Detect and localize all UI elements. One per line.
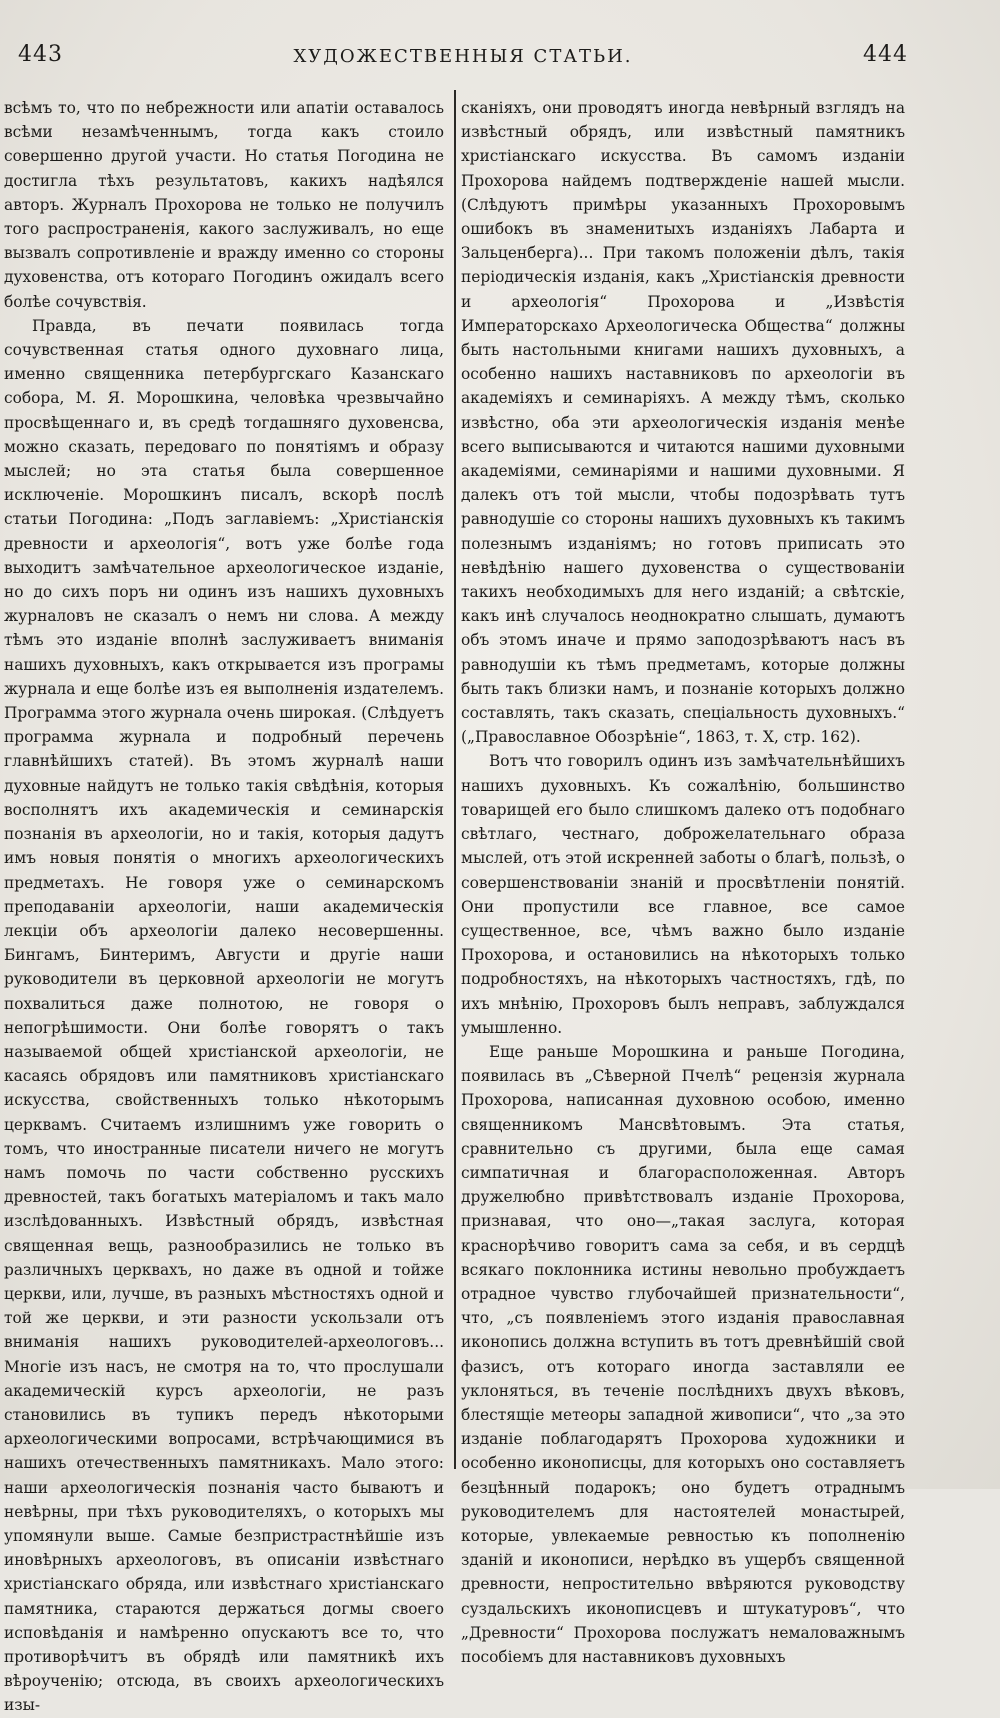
- left-paragraph-1: всѣмъ то, что по небрежности или апатіи оставалось всѣми незамѣченнымъ, тогда какъ стоило совершенно другой участи. Но статья Погодина не достигла тѣхъ результатовъ, какихъ надѣялся авторъ. Журналъ Прохорова не только не получилъ того распространенія, какого заслуживалъ, но еще вызвалъ сопротивленіе и вражду именно со стороны духовенства, отъ котораго Погодинъ ожидалъ всего болѣе сочувствія.: [4, 99, 444, 311]
- left-column: [4, 96, 444, 1718]
- right-paragraph-1: сканіяхъ, они проводятъ иногда невѣрный взглядъ на извѣстный обрядъ, или извѣстный памятникъ христіанскаго искусства. Въ самомъ изданіи Прохорова найдемъ подтвержденіе нашей мысли. (Слѣдуютъ примѣры указанныхъ Прохоровымъ ошибокъ въ знаменитыхъ изданіяхъ Лабарта и Зальценберга)... При такомъ положеніи дѣлъ, такія періодическія изданія, какъ „Христіанскія древности и археологія“ Прохорова и „Извѣстія Императорскахо Археологическа Общества“ должны быть настольными книгами нашихъ духовныхъ, а особенно нашихъ наставниковъ по археологіи въ академіяхъ и семинаріяхъ. А между тѣмъ, сколько извѣстно, оба эти археологическія изданія менѣе всего выписываются и читаются нашими духовными академіями, семинаріями и нашими духовными. Я далекъ отъ той мысли, чтобы подозрѣвать тутъ равнодушіе со стороны нашихъ духовныхъ къ такимъ полезнымъ изданіямъ; но готовъ приписать это невѣдѣнію нашего духовенства о существованіи такихъ необходимыхъ для него изданій; а свѣтскіе, какъ инѣ случалось неоднократно слышать, думаютъ объ этомъ иначе и прямо заподозрѣваютъ насъ въ равнодушіи къ тѣмъ предметамъ, которые должны быть такъ близки намъ, и познаніе которыхъ должно составлять, такъ сказать, спеціальность духовныхъ.“ („Православное Обозрѣніе“, 1863, т. X, стр. 162).: [461, 99, 905, 747]
- page-header: [18, 42, 908, 82]
- right-paragraph-2: Вотъ что говорилъ одинъ изъ замѣчательнѣйшихъ нашихъ духовныхъ. Къ сожалѣнію, большинство товарищей его было слишкомъ далеко отъ подобнаго свѣтлаго, честнаго, доброжелательнаго образа мыслей, отъ этой искренней заботы о благѣ, пользѣ, о совершенствованіи знаній и просвѣтленіи понятій. Они пропустили все главное, все самое существенное, все, чѣмъ важно было изданіе Прохорова, и остановились на нѣкоторыхъ только подробностяхъ, на нѣкоторыхъ частностяхъ, гдѣ, по ихъ мнѣнію, Прохоровъ былъ неправъ, заблуждался умышленно.: [461, 752, 905, 1037]
- right-column: [461, 96, 905, 1669]
- column-divider: [454, 90, 456, 1469]
- page-number-left: 443: [18, 42, 63, 67]
- right-paragraph-3: Еще раньше Морошкина и раньше Погодина, появилась въ „Сѣверной Пчелѣ“ рецензія журнала Прохорова, написанная духовною особою, именно священникомъ Мансвѣтовымъ. Эта статья, сравнительно съ другими, была еще самая симпатичная и благорасположенная. Авторъ дружелюбно привѣтствовалъ изданіе Прохорова, признавая, что оно—„такая заслуга, которая краснорѣчиво говоритъ сама за себя, и въ сердцѣ всякаго поклонника истины невольно пробуждаетъ отрадное чувство глубочайшей признательности“, что, „съ появленіемъ этого изданія православная иконопись должна вступить въ тотъ древнѣйшій свой фазисъ, отъ котораго иногда заставляли ее уклоняться, въ теченіе послѣднихъ двухъ вѣковъ, блестящіе метеоры западной живописи“, что „за это изданіе поблагодарятъ Прохорова художники и особенно иконописцы, для которыхъ оно составляетъ безцѣнный подарокъ; оно будетъ отраднымъ руководителемъ для настоятелей монастырей, которые, увлекаемые ревностью къ пополненію зданій и иконописи, нерѣдко въ ущербъ священной древности, непростительно ввѣряются руководству суздальскихъ иконописцевъ и штукатуровъ“, что „Древности“ Прохорова послужатъ немаловажнымъ пособіемъ для наставниковъ духовныхъ: [461, 1042, 905, 1666]
- page-number-right: 444: [863, 42, 908, 67]
- left-paragraph-2: Правда, въ печати появилась тогда сочувственная статья одного духовнаго лица, именно священника петербургскаго Казанскаго собора, М. Я. Морошкина, человѣка чрезвычайно просвѣщеннаго и, въ средѣ тогдашняго духовенсва, можно сказать, передоваго по понятіямъ и образу мыслей; но эта статья была совершенное исключеніе. Морошкинъ писалъ, вскорѣ послѣ статьи Погодина: „Подъ заглавіемъ: „Христіанскія древности и археологія“, вотъ уже болѣе года выходитъ замѣчательное археологическое изданіе, но до сихъ поръ ни одинъ изъ нашихъ духовныхъ журналовъ не сказалъ о немъ ни слова. А между тѣмъ это изданіе вполнѣ заслуживаетъ вниманія нашихъ духовныхъ, какъ открывается изъ програмы журнала и еще болѣе изъ ея выполненія издателемъ. Программа этого журнала очень широкая. (Слѣдуетъ программа журнала и подробный перечень главнѣйшихъ статей). Въ этомъ журналѣ наши духовные найдутъ не только такія свѣдѣнія, которыя восполнятъ ихъ академическія и семинарскія познанія въ археологіи, но и такія, которыя дадутъ имъ новыя понятія о многихъ археологическихъ предметахъ. Не говоря уже о семинарскомъ преподаваніи археологіи, наши академическія лекціи объ археологіи далеко несовершенны. Бингамъ, Бинтеримъ, Августи и другіе наши руководители въ церковной археологіи не могутъ похвалиться даже полнотою, не говоря о непогрѣшимости. Они болѣе говорятъ о такъ называемой общей христіанской археологіи, не касаясь обрядовъ или памятниковъ христіанскаго искусства, свойственныхъ только нѣкоторымъ церквамъ. Считаемъ излишнимъ уже говорить о томъ, что иностранные писатели ничего не могутъ намъ помочь по части собственно русскихъ древностей, такъ богатыхъ матеріаломъ и такъ мало изслѣдованныхъ. Извѣстный обрядъ, извѣстная священная вещь, разнообразились не только въ различныхъ церквахъ, но даже въ одной и тойже церкви, или, лучше, въ разныхъ мѣстностяхъ одной и той же церкви, и эти разности ускользали отъ вниманія нашихъ руководителей-археологовъ... Многіе изъ насъ, не смотря на то, что прослушали академическій курсъ археологіи, не разъ становились въ тупикъ передъ нѣкоторыми археологическими вопросами, встрѣчающимися въ нашихъ отечественныхъ памятникахъ. Мало этого: наши археологическія познанія часто бываютъ и невѣрны, при тѣхъ руководителяхъ, о которыхъ мы упомянули выше. Самые безпристрастнѣйшіе изъ иновѣрныхъ археологовъ, въ описаніи извѣстнаго христіанскаго обряда, или извѣстнаго христіанскаго памятника, стараются держаться догмы своего исповѣданія и намѣренно опускаютъ все то, что противорѣчитъ въ обрядѣ или памятникѣ ихъ вѣроученію; отсюда, въ своихъ археологическихъ изы-: [4, 316, 444, 1715]
- running-title: ХУДОЖЕСТВЕННЫЯ СТАТЬИ.: [293, 46, 633, 67]
